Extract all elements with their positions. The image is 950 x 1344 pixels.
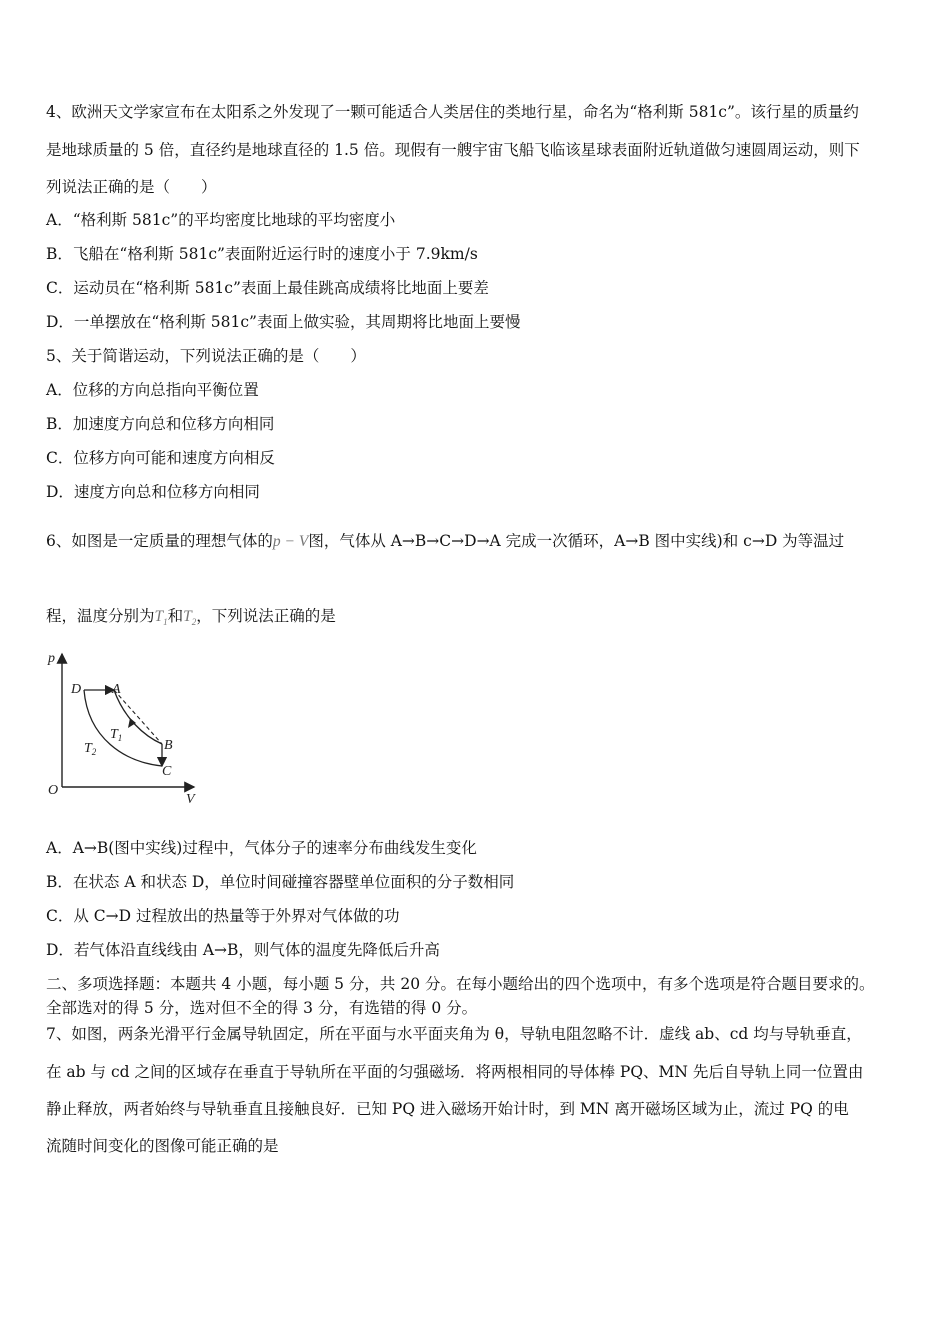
q6-stem-text-4: ，下列说法正确的是: [196, 607, 336, 625]
q7-stem-line-3: 静止释放，两者始终与导轨垂直且接触良好．已知 PQ 进入磁场开始计时，到 MN 离开磁场区域为止，流过 PQ 的电: [46, 1100, 849, 1118]
origin-label: O: [48, 783, 59, 798]
q4-option-a: A．“格利斯 581c”的平均密度比地球的平均密度小: [46, 211, 396, 229]
axis-label-v: V: [186, 792, 195, 807]
t1-symbol: T: [154, 608, 164, 625]
section-2-line-2: 全部选对的得 5 分，选对但不全的得 3 分，有选错的得 0 分。: [46, 999, 478, 1017]
q5-option-d: D．速度方向总和位移方向相同: [46, 483, 260, 501]
t1-subscript: 1: [163, 617, 168, 628]
pv-math-expression: p − V: [272, 533, 309, 550]
isotherm-t2-sub: 2: [91, 747, 97, 757]
q5-option-a: A．位移的方向总指向平衡位置: [46, 381, 259, 399]
isotherm-t1-sub: 1: [117, 733, 123, 743]
q4-option-d: D．一单摆放在“格利斯 581c”表面上做实验，其周期将比地面上要慢: [46, 313, 521, 331]
q7-stem-line-4: 流随时间变化的图像可能正确的是: [46, 1137, 279, 1155]
q6-option-a: A．A→B(图中实线)过程中，气体分子的速率分布曲线发生变化: [46, 839, 477, 857]
section-2-line-1: 二、多项选择题：本题共 4 小题，每小题 5 分，共 20 分。在每小题给出的四个选项中，有多个选项是符合题目要求的。: [46, 975, 875, 993]
isotherm-t2-label: [84, 741, 97, 757]
q6-stem-line-1: [46, 531, 906, 552]
point-a-label: A: [112, 682, 121, 697]
q6-stem-line-2: [46, 606, 906, 632]
pv-diagram: [44, 648, 204, 810]
q6-and: 和: [167, 607, 184, 625]
q4-stem-line-2: 是地球质量的 5 倍，直径约是地球直径的 1.5 倍。现假有一艘宇宙飞船飞临该星球表面附近轨道做匀速圆周运动，则下: [46, 141, 860, 159]
q6-option-d: D．若气体沿直线线由 A→B，则气体的温度先降低后升高: [46, 941, 440, 959]
t2-subscript: 2: [191, 617, 197, 628]
q5-option-b: B．加速度方向总和位移方向相同: [46, 415, 275, 433]
isotherm-t1-symbol: T: [110, 727, 118, 742]
q4-option-b: B．飞船在“格利斯 581c”表面附近运行时的速度小于 7.9km/s: [46, 245, 478, 263]
point-d-label: D: [71, 682, 82, 697]
q5-option-c: C．位移方向可能和速度方向相反: [46, 449, 275, 467]
q4-stem-line-3: 列说法正确的是（ ）: [46, 178, 217, 196]
point-c-label: C: [162, 764, 172, 779]
isotherm-t1-label: [110, 727, 122, 743]
q7-stem-line-1: 7、如图，两条光滑平行金属导轨固定，所在平面与水平面夹角为 θ，导轨电阻忽略不计．虚线 ab、cd 均与导轨垂直，: [46, 1025, 862, 1043]
q4-stem-line-1: 4、欧洲天文学家宣布在太阳系之外发现了一颗可能适合人类居住的类地行星，命名为“格利斯 581c”。该行星的质量约: [46, 103, 859, 121]
q6-option-b: B．在状态 A 和状态 D，单位时间碰撞容器壁单位面积的分子数相同: [46, 873, 515, 891]
q6-stem-text-3: 程，温度分别为: [46, 607, 155, 625]
t2-symbol: T: [183, 608, 192, 625]
point-b-label: B: [164, 738, 173, 753]
q6-stem-text-2: 图，气体从 A→B→C→D→A 完成一次循环，A→B 图中实线)和 c→D 为等温过: [308, 532, 845, 550]
q6-stem-text-1: 6、如图是一定质量的理想气体的: [46, 532, 273, 550]
isotherm-t2-symbol: T: [84, 741, 92, 756]
axis-label-p: p: [48, 651, 55, 666]
t2-math: [183, 608, 197, 628]
q6-option-c: C．从 C→D 过程放出的热量等于外界对气体做的功: [46, 907, 400, 925]
q7-stem-line-2: 在 ab 与 cd 之间的区域存在垂直于导轨所在平面的匀强磁场．将两根相同的导体棒 PQ、MN 先后自导轨上同一位置由: [46, 1063, 864, 1081]
q4-option-c: C．运动员在“格利斯 581c”表面上最佳跳高成绩将比地面上要差: [46, 279, 489, 297]
t1-math: [154, 608, 168, 628]
a-to-b-isotherm-arrow: [128, 718, 136, 728]
q5-stem: 5、关于简谐运动，下列说法正确的是（ ）: [46, 347, 366, 365]
